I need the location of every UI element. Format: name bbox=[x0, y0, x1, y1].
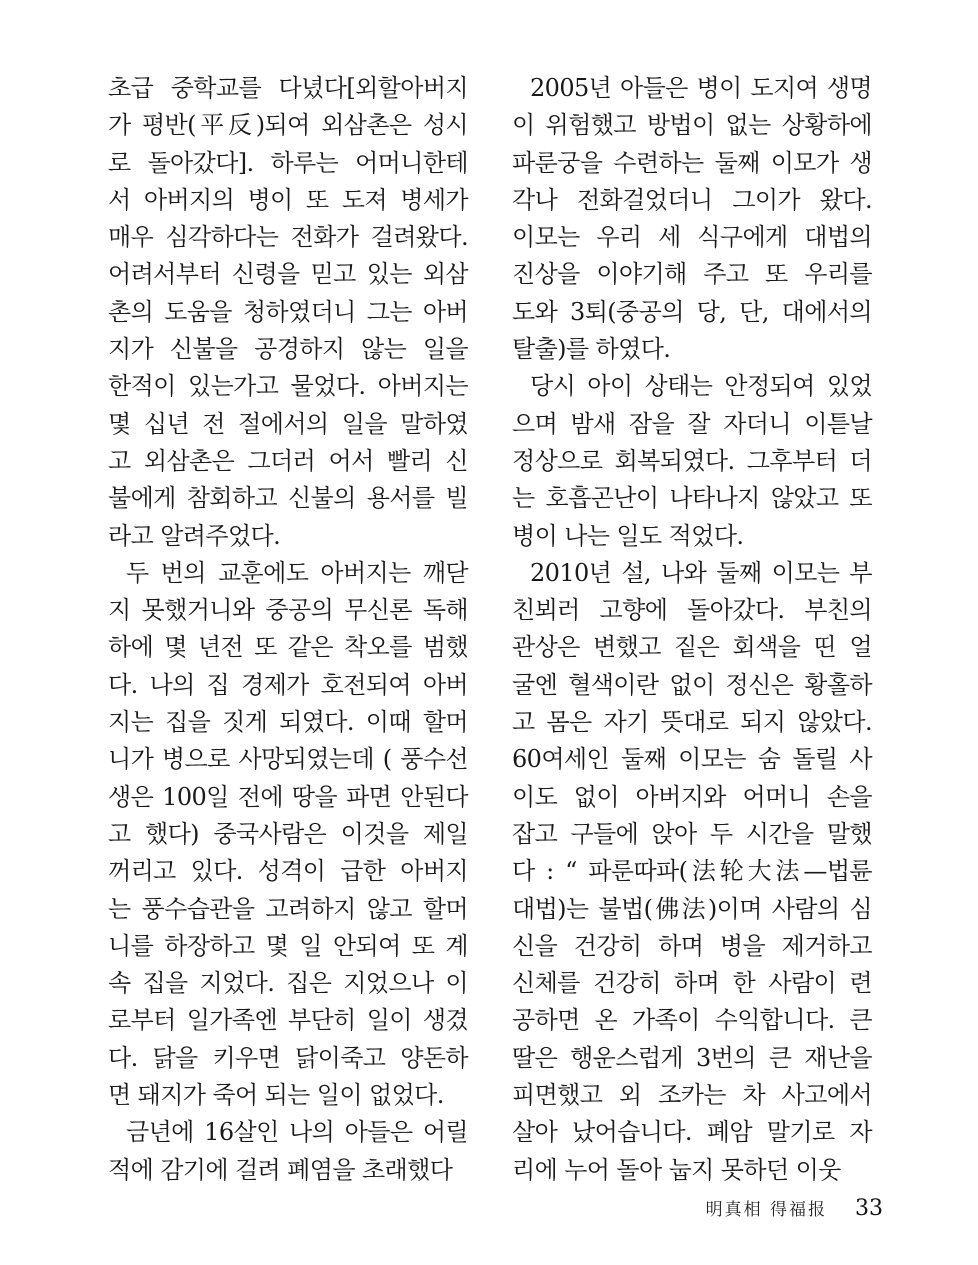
text-line: 리에 누어 돌아 눕지 못하던 이웃 bbox=[512, 1155, 841, 1184]
text-line: 속 집을 지었다. 집은 지었으나 이 bbox=[108, 969, 468, 998]
text-line: 생은 100일 전에 땅을 파면 안된다 bbox=[108, 782, 468, 811]
text-line: 는 풍수습관을 고려하지 않고 할머 bbox=[108, 894, 468, 923]
text-line: 지 못했거니와 중공의 무신론 독해 bbox=[108, 596, 468, 625]
text-line: 두 번의 교훈에도 아버지는 깨닫 bbox=[126, 558, 468, 587]
text-line: 신체를 건강히 하며 한 사람이 련 bbox=[512, 969, 872, 998]
text-line: 하에 몇 년전 또 같은 착오를 범했 bbox=[108, 633, 468, 662]
text-line: 는 호흡곤난이 나타나지 않았고 또 bbox=[512, 484, 872, 513]
text-line: 탈출)를 하였다. bbox=[512, 335, 671, 364]
text-line: 각나 전화걸었더니 그이가 왔다. bbox=[512, 185, 872, 214]
text-line: 금년에 16살인 나의 아들은 어릴 bbox=[126, 1118, 468, 1147]
right-text-column bbox=[512, 70, 872, 1189]
page-number: 33 bbox=[855, 1196, 883, 1221]
text-line: 다. 닭을 키우면 닭이죽고 양돈하 bbox=[108, 1043, 468, 1072]
text-line: 2005년 아들은 병이 도지여 생명 bbox=[530, 74, 872, 102]
text-line: 로 돌아갔다]. 하루는 어머니한테 bbox=[108, 148, 468, 177]
text-line: 꺼리고 있다. 성격이 급한 아버지 bbox=[108, 857, 468, 886]
text-line: 적에 감기에 걸려 폐염을 초래했다 bbox=[108, 1155, 453, 1184]
text-line: 촌의 도움을 청하였더니 그는 아버 bbox=[108, 297, 468, 326]
text-line: 딸은 행운스럽게 3번의 큰 재난을 bbox=[512, 1043, 872, 1072]
text-line: 파룬궁을 수련하는 둘째 이모가 생 bbox=[512, 148, 872, 177]
text-line: 면 돼지가 죽어 되는 일이 없었다. bbox=[108, 1081, 444, 1110]
text-line: 이도 없이 아버지와 어머니 손을 bbox=[512, 782, 872, 811]
text-line: 이 위험했고 방법이 없는 상황하에 bbox=[512, 111, 872, 140]
text-line: 정상으로 회복되였다. 그후부터 더 bbox=[512, 446, 872, 475]
publication-title: 明真相 得福报 bbox=[705, 1200, 827, 1220]
text-line: 불에게 참회하고 신불의 용서를 빌 bbox=[108, 484, 468, 513]
text-line: 진상을 이야기해 주고 또 우리를 bbox=[512, 260, 872, 289]
text-line: 당시 아이 상태는 안정되여 있었 bbox=[530, 372, 872, 401]
text-line: 가 평반(平反)되여 외삼촌은 성시 bbox=[108, 111, 468, 140]
text-line: 니를 하장하고 몇 일 안되여 또 계 bbox=[108, 931, 468, 960]
text-line: 초급 중학교를 다녔다[외할아버지 bbox=[108, 74, 468, 102]
text-line: 어려서부터 신령을 믿고 있는 외삼 bbox=[108, 260, 468, 289]
text-line: 매우 심각하다는 전화가 걸려왔다. bbox=[108, 223, 468, 252]
text-line: 다 : “ 파룬따파(法轮大法—법륜 bbox=[512, 857, 872, 886]
text-line: 라고 알려주었다. bbox=[108, 521, 281, 550]
text-line: 병이 나는 일도 적었다. bbox=[512, 521, 744, 550]
text-line: 도와 3퇴(중공의 당, 단, 대에서의 bbox=[512, 297, 872, 326]
text-line: 대법)는 불법(佛法)이며 사람의 심 bbox=[512, 894, 872, 923]
text-line: 고 외삼촌은 그더러 어서 빨리 신 bbox=[108, 446, 468, 475]
text-line: 60여세인 둘째 이모는 숨 돌릴 사 bbox=[512, 745, 872, 774]
text-line: 한적이 있는가고 물었다. 아버지는 bbox=[108, 372, 468, 401]
text-line: 공하면 온 가족이 수익합니다. 큰 bbox=[512, 1006, 872, 1035]
left-text-column bbox=[108, 70, 468, 1189]
text-line: 굴엔 혈색이란 없이 정신은 황홀하 bbox=[512, 670, 872, 699]
text-line: 이모는 우리 세 식구에게 대법의 bbox=[512, 223, 872, 252]
text-line: 니가 병으로 사망되였는데 ( 풍수선 bbox=[108, 745, 468, 774]
text-line: 몇 십년 전 절에서의 일을 말하였 bbox=[108, 409, 468, 438]
text-line: 지는 집을 짓게 되였다. 이때 할머 bbox=[108, 708, 468, 737]
page-footer bbox=[706, 1195, 883, 1221]
text-line: 지가 신불을 공경하지 않는 일을 bbox=[108, 335, 468, 364]
text-line: 서 아버지의 병이 또 도져 병세가 bbox=[108, 185, 468, 214]
text-line: 신을 건강히 하며 병을 제거하고 bbox=[512, 931, 872, 960]
text-line: 2010년 설, 나와 둘째 이모는 부 bbox=[530, 558, 872, 587]
text-line: 고 몸은 자기 뜻대로 되지 않았다. bbox=[512, 708, 872, 737]
text-line: 관상은 변했고 짙은 회색을 띤 얼 bbox=[512, 633, 872, 662]
text-line: 피면했고 외 조카는 차 사고에서 bbox=[512, 1081, 872, 1110]
text-line: 다. 나의 집 경제가 호전되여 아버 bbox=[108, 670, 468, 699]
text-line: 으며 밤새 잠을 잘 자더니 이튿날 bbox=[512, 409, 872, 438]
text-line: 고 했다) 중국사람은 이것을 제일 bbox=[108, 819, 468, 848]
text-line: 잡고 구들에 앉아 두 시간을 말했 bbox=[512, 819, 872, 848]
text-line: 친뵈러 고향에 돌아갔다. 부친의 bbox=[512, 596, 872, 625]
text-line: 로부터 일가족엔 부단히 일이 생겼 bbox=[108, 1006, 468, 1035]
text-line: 살아 났어습니다. 폐암 말기로 자 bbox=[512, 1118, 872, 1147]
